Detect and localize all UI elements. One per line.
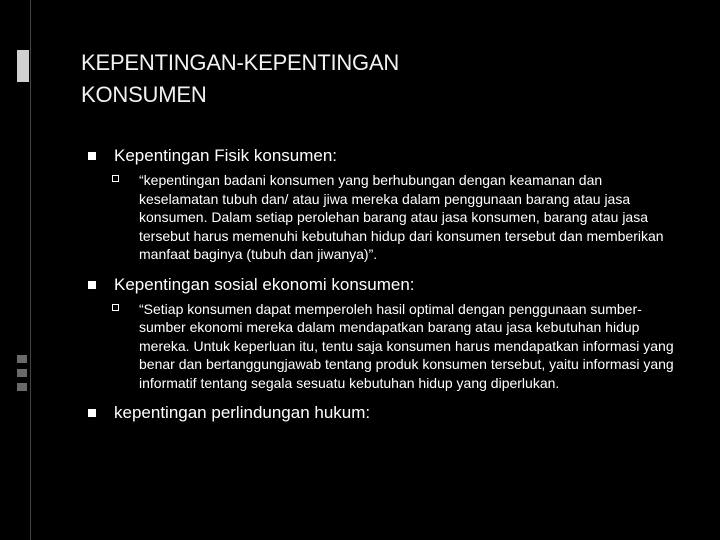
- square-bullet-icon: [88, 281, 96, 289]
- title-line-1: KEPENTINGAN-KEPENTINGAN: [81, 50, 400, 75]
- sub-bullet-physical: [112, 171, 679, 264]
- sub-bullet-socioeconomic: [112, 300, 679, 393]
- hollow-square-bullet-icon: [112, 304, 119, 311]
- slide-content: [88, 145, 708, 428]
- bullet-heading: kepentingan perlindungan hukum:: [114, 403, 371, 422]
- sub-bullet-text: “Setiap konsumen dapat memperoleh hasil optimal dengan penggunaan sumber-sumber ekonomi mereka dalam mendapatkan barang atau jasa kebutuhan hidup mereka. Untuk keperluan itu, tentu saja konsumen harus mendapatkan informasi yang benar dan bertanggungjawab tentang produk konsumen tersebut, yaitu informasi yang informatif tentang segala sesuatu kebutuhan hidup yang diperlukan.: [139, 300, 674, 391]
- sub-bullet-text: “kepentingan badani konsumen yang berhubungan dengan keamanan dan keselamatan tubuh dan/ atau jiwa mereka dalam penggunaan barang atau jasa konsumen. Dalam setiap perolehan barang atau jasa konsumen, barang atau jasa tersebut harus memenuhi kebutuhan hidup dari konsumen tersebut dan memberikan manfaat baginya (tubuh dan jiwanya)”.: [139, 172, 664, 262]
- square-bullet-icon: [88, 409, 96, 417]
- bullet-item-legal: [88, 402, 708, 424]
- square-bullet-icon: [88, 152, 96, 160]
- decorative-square: [17, 355, 27, 363]
- decorative-bar: [17, 50, 29, 82]
- bullet-item-physical: [88, 145, 708, 167]
- decorative-square: [17, 383, 27, 391]
- bullet-item-socioeconomic: [88, 274, 708, 296]
- decorative-square: [17, 369, 27, 377]
- bullet-heading: Kepentingan sosial ekonomi konsumen:: [114, 274, 415, 294]
- decorative-vertical-line: [30, 0, 31, 540]
- title-line-2: KONSUMEN: [81, 82, 207, 107]
- slide-title: [81, 47, 681, 111]
- bullet-heading: Kepentingan Fisik konsumen:: [114, 146, 338, 165]
- hollow-square-bullet-icon: [112, 175, 119, 182]
